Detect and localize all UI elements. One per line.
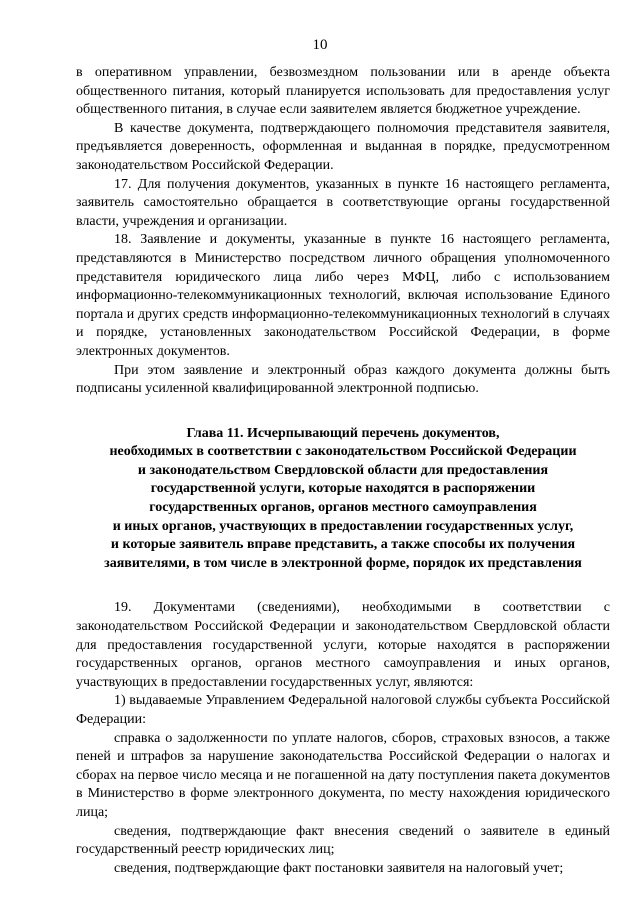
chapter-heading-line: и иных органов, участвующих в предоставлении государственных услуг, [112,518,574,534]
chapter-heading-line: заявителями, в том числе в электронной форме, порядок их представления [104,555,582,571]
paragraph-17: 17. Для получения документов, указанных в пункте 16 настоящего регламента, заявитель самостоятельно обращается в соответствующие органы государственной власти, учреждения и организации. [76,176,610,229]
paragraph-egrul-info: сведения, подтверждающие факт внесения сведений о заявителе в единый государственный реестр юридических лиц; [76,823,610,858]
chapter-heading-line: государственной услуги, которые находятся в распоряжении [150,481,536,497]
paragraph-continuation: в оперативном управлении, безвозмездном пользовании или в аренде объекта общественного питания, который планируется использовать для предоставления услуг общественного питания, в случае если заявителем является бюджетное учреждение. [76,65,610,118]
paragraph-signature: При этом заявление и электронный образ каждого документа должны быть подписаны усиленной квалифицированной электронной подписью. [76,362,610,397]
paragraph-19: 19. Документами (сведениями), необходимыми в соответствии с законодательством Российской Федерации и законодательством Свердловской области для предоставления государственной услуги, которые находятся в распоряжении государственных органов, органов местного самоуправления и иных органов, участвующих в предоставлении государственных услуг, являются: [76,600,610,690]
page-number: 10 [312,37,328,53]
paragraph-tax-debt-certificate: справка о задолженности по уплате налогов, сборов, страховых взносов, а также пеней и штрафов за нарушение законодательства Российской Федерации о налогах и сборах на первое число месяца и не погашенной на дату поступления пакета документов в Министерство в форме электронного документа, по месту нахождения юридического лица; [76,730,610,820]
chapter-heading-line: государственных органов, органов местного самоуправления [149,500,537,516]
chapter-11-heading [76,425,610,574]
chapter-heading-line: необходимых в соответствии с законодательством Российской Федерации [109,444,577,460]
chapter-heading-line: и законодательством Свердловской области для предоставления [137,462,549,478]
document-body [76,64,610,878]
paragraph-tax-registration: сведения, подтверждающие факт постановки заявителя на налоговый учет; [114,860,564,876]
chapter-heading-line: и которые заявитель вправе представить, а также способы их получения [110,537,576,553]
list-item-1: 1) выдаваемые Управлением Федеральной налоговой службы субъекта Российской Федерации: [76,693,610,727]
chapter-heading-line: Глава 11. Исчерпывающий перечень документов, [186,425,500,441]
paragraph-18: 18. Заявление и документы, указанные в пункте 16 настоящего регламента, представляются в Министерство посредством личного обращения уполномоченного представителя юридического лица либо через МФЦ, либо с использованием информационно-телекоммуникационных технологий, включая использование Единого портала и других средств информационно-телекоммуникационных технологий в случаях и порядке, установленных законодательством Российской Федерации, в форме электронных документов. [76,232,610,359]
paragraph-representative: В качестве документа, подтверждающего полномочия представителя заявителя, предъявляется доверенность, оформленная и выданная в порядке, предусмотренном законодательством Российской Федерации. [76,120,610,173]
